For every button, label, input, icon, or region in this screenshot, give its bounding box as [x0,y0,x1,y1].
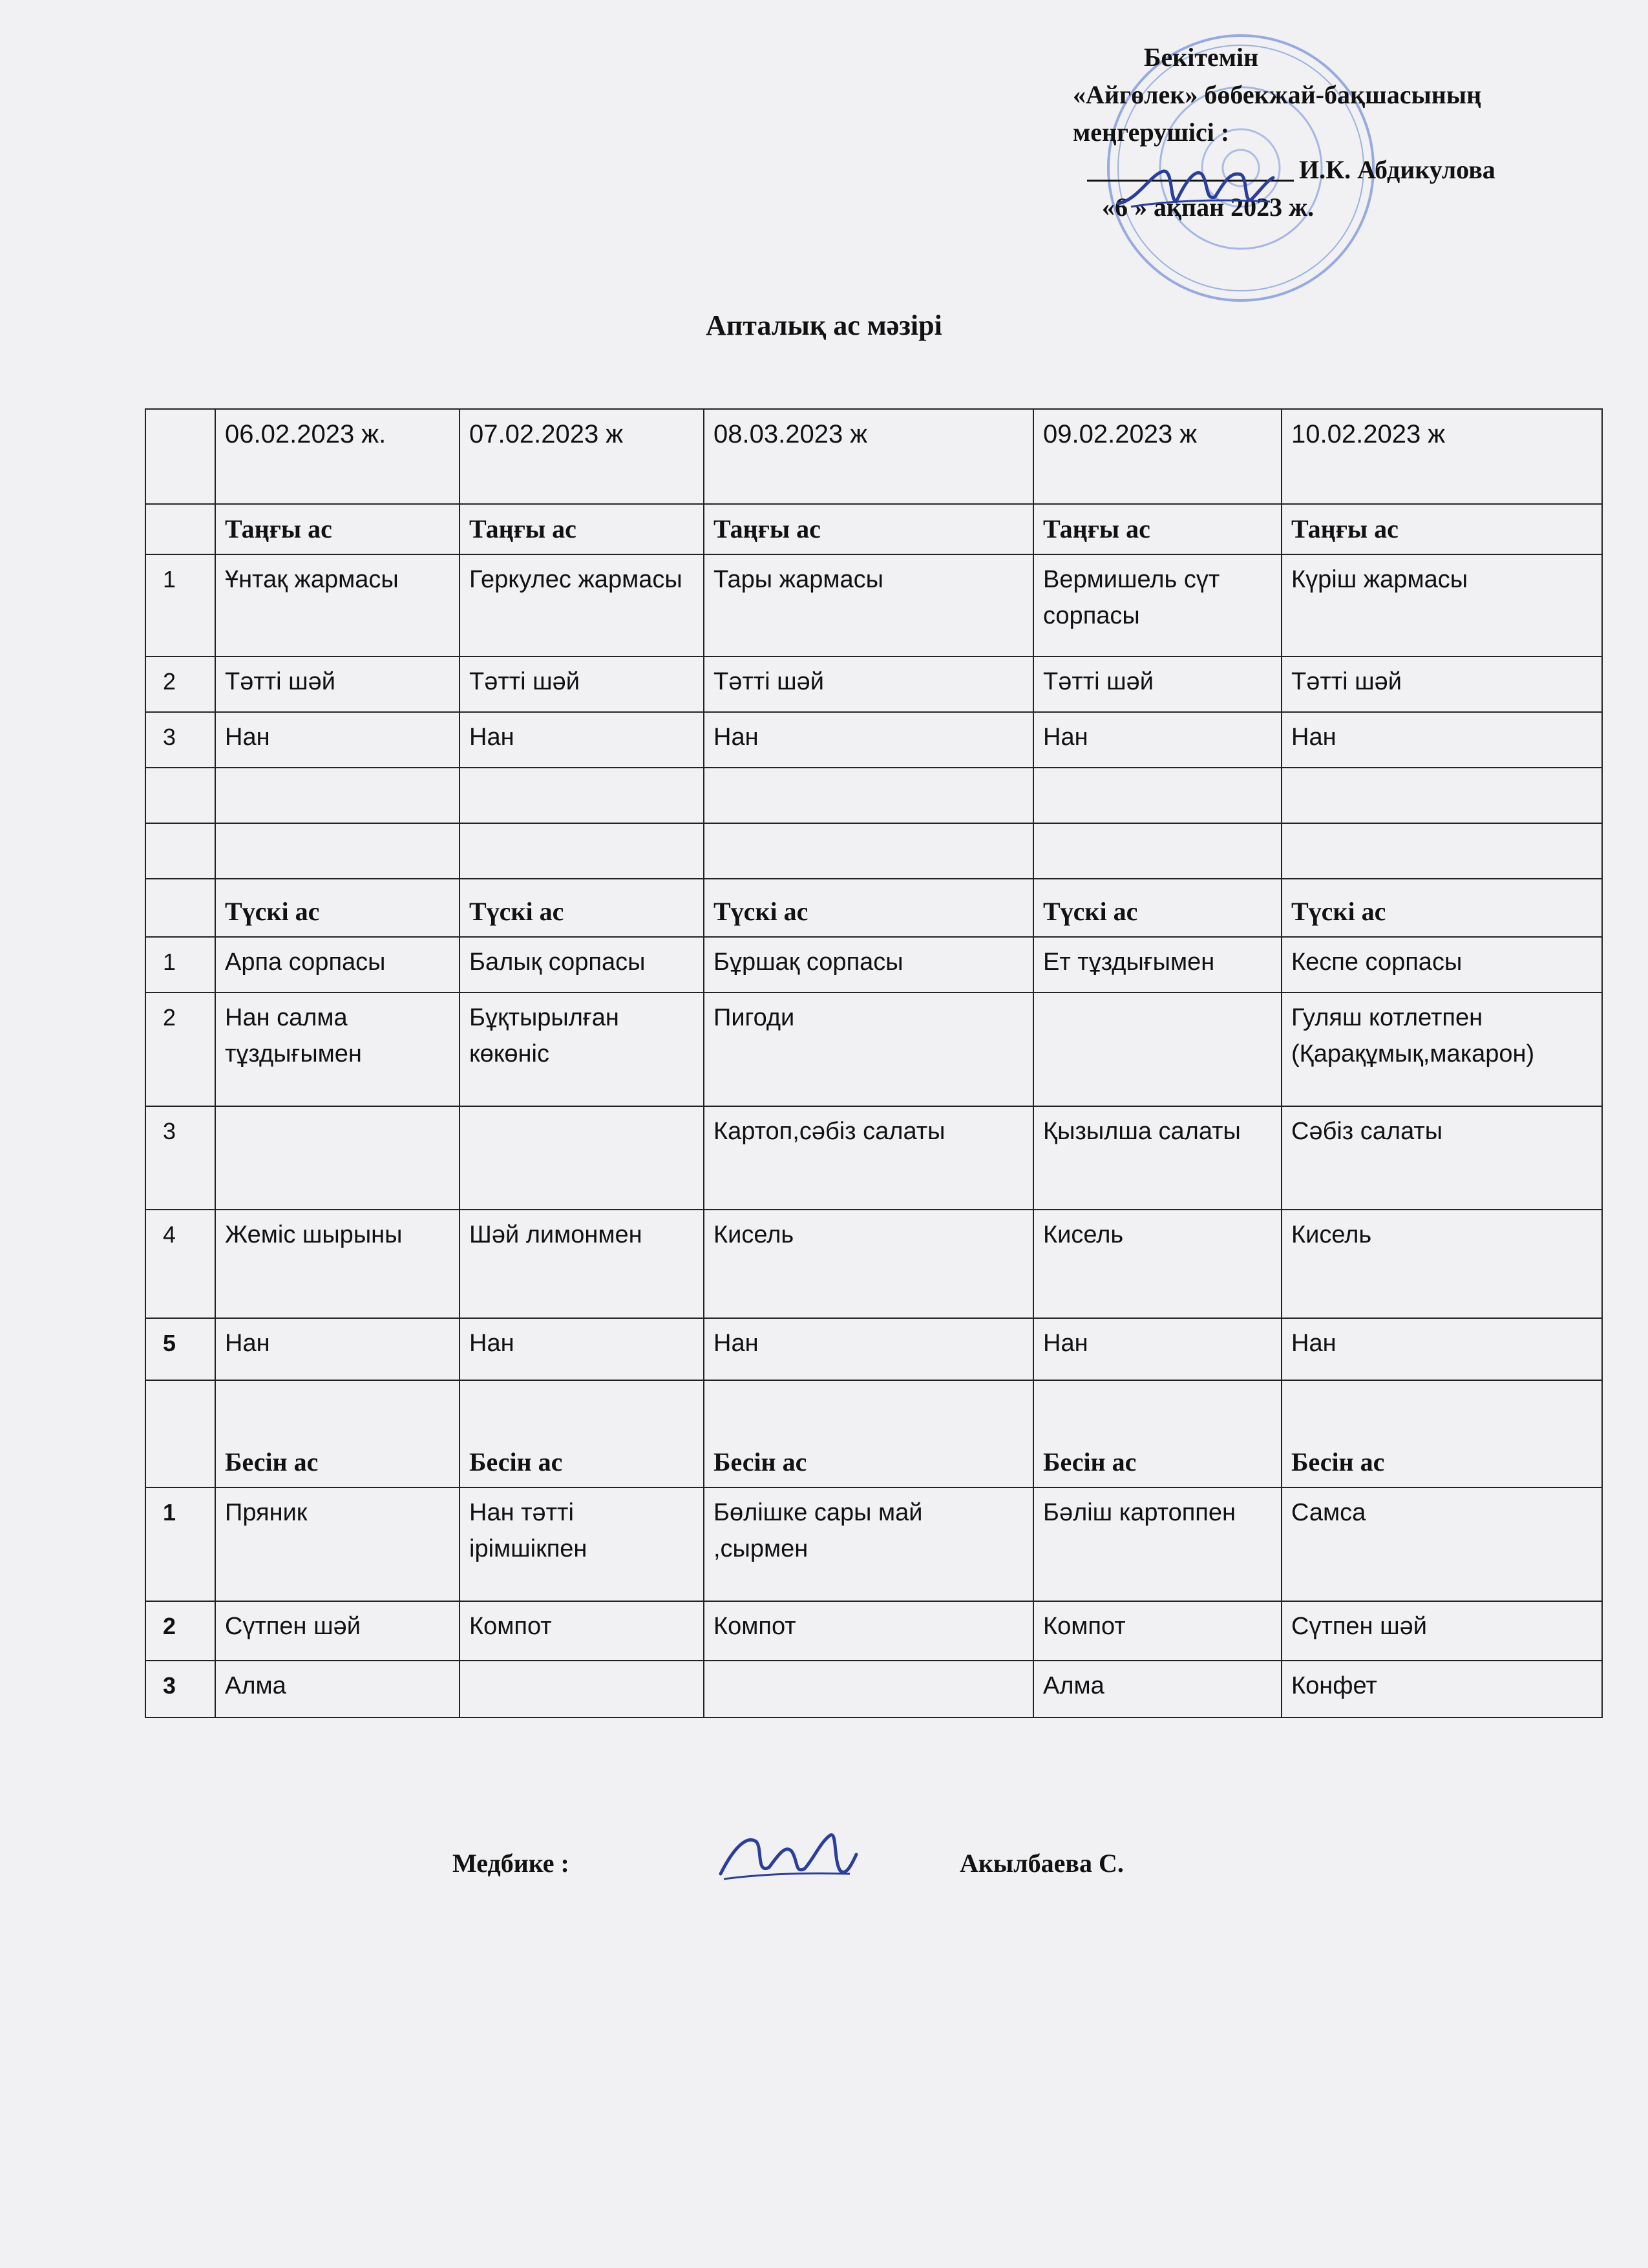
nurse-signature [711,1822,860,1893]
row-number: 1 [145,937,215,992]
weekly-menu-table [145,408,1603,1718]
approver-name: И.К. Абдикулова [1299,155,1495,184]
table-row [145,1487,1602,1601]
approval-position: меңгерушісі : [1073,118,1230,147]
meal-header: Таңғы ас [704,504,1033,554]
menu-cell [215,1106,460,1210]
menu-cell: Нан [1282,1318,1602,1380]
meal-header: Түскі ас [1033,879,1282,937]
menu-cell: Шәй лимонмен [460,1210,704,1318]
menu-cell: Тәтті шәй [460,656,704,712]
nurse-name: Акылбаева С. [960,1849,1124,1878]
menu-cell: Нан салма тұздығымен [215,992,460,1106]
meal-header: Бесін ас [1282,1380,1602,1487]
director-signature [1112,155,1280,226]
menu-cell: Нан [704,712,1033,768]
menu-cell: Пряник [215,1487,460,1601]
table-row [145,1661,1602,1717]
menu-cell: Нан [1033,1318,1282,1380]
date-cell: 07.02.2023 ж [460,409,704,504]
menu-cell: Нан тәтті ірімшікпен [460,1487,704,1601]
nurse-label: Медбике : [452,1849,569,1878]
menu-cell: Компот [1033,1601,1282,1661]
menu-cell: Бұқтырылған көкөніс [460,992,704,1106]
menu-cell: Конфет [1282,1661,1602,1717]
menu-cell: Компот [460,1601,704,1661]
header-blank-cell [145,1380,215,1487]
meal-header: Түскі ас [1282,879,1602,937]
table-row [145,1210,1602,1318]
menu-cell: Нан [1282,712,1602,768]
table-row [145,1318,1602,1380]
menu-cell: Тары жармасы [704,554,1033,656]
approval-heading: Бекітемін [1144,43,1259,72]
menu-cell: Вермишель сүт сорпасы [1033,554,1282,656]
row-number: 4 [145,1210,215,1318]
meal-header: Түскі ас [215,879,460,937]
approval-date: «6 » ақпан 2023 ж. [1102,193,1315,222]
menu-cell: Кисель [1282,1210,1602,1318]
table-row [145,656,1602,712]
row-number: 1 [145,554,215,656]
menu-cell [460,1661,704,1717]
menu-cell: Самса [1282,1487,1602,1601]
date-cell: 10.02.2023 ж [1282,409,1602,504]
meal-header: Түскі ас [460,879,704,937]
row-number: 5 [145,1318,215,1380]
meal-header: Бесін ас [704,1380,1033,1487]
menu-cell: Гуляш котлетпен (Қарақұмық,макарон) [1282,992,1602,1106]
menu-cell: Алма [1033,1661,1282,1717]
row-number: 2 [145,1601,215,1661]
meal-header: Бесін ас [1033,1380,1282,1487]
menu-cell: Сәбіз салаты [1282,1106,1602,1210]
row-number: 3 [145,712,215,768]
menu-cell: Нан [215,1318,460,1380]
menu-cell: Пигоди [704,992,1033,1106]
page-title: Апталық ас мәзірі [706,310,942,341]
menu-cell: Қызылша салаты [1033,1106,1282,1210]
approval-block [1073,39,1629,226]
meal-header: Түскі ас [704,879,1033,937]
menu-cell: Нан [215,712,460,768]
menu-cell: Компот [704,1601,1033,1661]
menu-cell: Күріш жармасы [1282,554,1602,656]
table-row [145,1601,1602,1661]
menu-cell: Нан [460,1318,704,1380]
menu-cell: Тәтті шәй [215,656,460,712]
menu-cell: Жеміс шырыны [215,1210,460,1318]
menu-cell: Нан [704,1318,1033,1380]
meal-header: Бесін ас [460,1380,704,1487]
table-row [145,554,1602,656]
row-number: 1 [145,1487,215,1601]
menu-cell: Бөлішке сары май ,сырмен [704,1487,1033,1601]
menu-cell: Арпа сорпасы [215,937,460,992]
row-number: 2 [145,656,215,712]
menu-cell: Ұнтақ жармасы [215,554,460,656]
menu-cell: Бұршақ сорпасы [704,937,1033,992]
table-row [145,712,1602,768]
menu-cell: Сүтпен шәй [1282,1601,1602,1661]
menu-cell: Алма [215,1661,460,1717]
date-cell: 06.02.2023 ж. [215,409,460,504]
snack-header-row [145,1380,1602,1487]
meal-header: Таңғы ас [1033,504,1282,554]
menu-cell: Тәтті шәй [1033,656,1282,712]
menu-cell [460,1106,704,1210]
menu-cell [704,1661,1033,1717]
menu-cell: Кисель [704,1210,1033,1318]
menu-cell: Ет тұздығымен [1033,937,1282,992]
approval-organization: «Айгөлек» бөбекжай-бақшасының [1073,80,1482,109]
row-number: 2 [145,992,215,1106]
dates-row [145,409,1602,504]
meal-header: Бесін ас [215,1380,460,1487]
header-blank-cell [145,504,215,554]
row-number: 3 [145,1661,215,1717]
menu-cell: Кисель [1033,1210,1282,1318]
meal-header: Таңғы ас [460,504,704,554]
empty-row [145,823,1602,879]
menu-cell: Сүтпен шәй [215,1601,460,1661]
row-number: 3 [145,1106,215,1210]
menu-cell: Картоп,сәбіз салаты [704,1106,1033,1210]
meal-header: Таңғы ас [215,504,460,554]
menu-cell: Кеспе сорпасы [1282,937,1602,992]
menu-cell: Нан [460,712,704,768]
date-cell: 09.02.2023 ж [1033,409,1282,504]
menu-cell: Геркулес жармасы [460,554,704,656]
menu-cell: Бәліш картоппен [1033,1487,1282,1601]
header-blank-cell [145,879,215,937]
empty-row [145,768,1602,823]
menu-cell: Тәтті шәй [1282,656,1602,712]
corner-cell [145,409,215,504]
table-row [145,1106,1602,1210]
meal-header: Таңғы ас [1282,504,1602,554]
breakfast-header-row [145,504,1602,554]
menu-cell: Нан [1033,712,1282,768]
table-row [145,937,1602,992]
menu-cell: Балық сорпасы [460,937,704,992]
table-row [145,992,1602,1106]
menu-cell [1033,992,1282,1106]
menu-cell: Тәтті шәй [704,656,1033,712]
lunch-header-row [145,879,1602,937]
date-cell: 08.03.2023 ж [704,409,1033,504]
